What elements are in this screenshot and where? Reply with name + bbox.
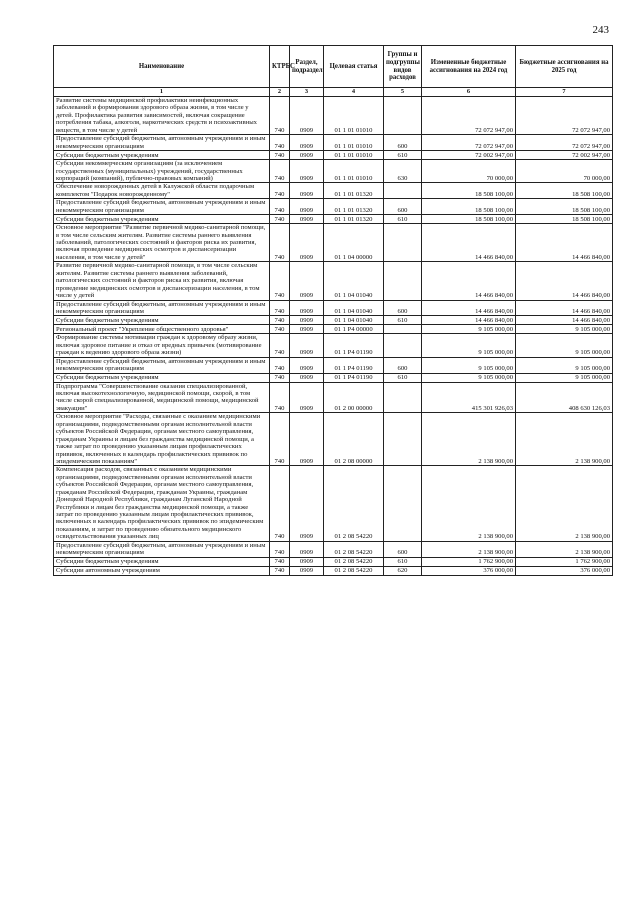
row-name-cell: Развитие первичной медико-санитарной помощи, в том числе сельским жителям. Развитие системы раннего выявления заболеваний, патологических состояний и факторов риска их развития, включая проведение медицинских осмотров и диспансеризации населения, в том числе у детей (54, 262, 270, 300)
header-target: Целевая статья (324, 46, 384, 88)
row-section-cell: 0909 (290, 541, 324, 557)
table-row (54, 199, 613, 215)
row-ktrbs-cell: 740 (270, 373, 290, 382)
row-ktrbs-cell: 740 (270, 541, 290, 557)
row-amount-2024-cell: 415 301 926,03 (422, 382, 516, 413)
row-name-cell: Субсидии бюджетным учреждениям (54, 151, 270, 160)
row-name-cell: Подпрограмма "Совершенствование оказания специализированной, включая высокотехнологичную, медицинской помощи, скорой, в том числе скорой специализированной, медицинской помощи, медицинской эвакуации" (54, 382, 270, 413)
row-amount-2025-cell: 72 002 947,00 (516, 151, 613, 160)
row-section-cell: 0909 (290, 97, 324, 135)
row-target-cell: 01 2 08 54220 (324, 566, 384, 575)
column-number: 7 (516, 88, 613, 97)
row-group-cell (384, 97, 422, 135)
budget-table (53, 45, 613, 576)
column-number-row (54, 88, 613, 97)
row-amount-2025-cell: 9 105 000,00 (516, 373, 613, 382)
header-ktrbs: КТРБС (270, 46, 290, 88)
row-target-cell: 01 1 04 01040 (324, 300, 384, 316)
table-row (54, 382, 613, 413)
row-amount-2024-cell: 72 072 947,00 (422, 135, 516, 151)
table-row (54, 357, 613, 373)
table-row (54, 215, 613, 224)
row-amount-2025-cell: 18 508 100,00 (516, 183, 613, 199)
row-ktrbs-cell: 740 (270, 224, 290, 262)
table-row (54, 262, 613, 300)
row-ktrbs-cell: 740 (270, 334, 290, 357)
row-group-cell: 610 (384, 373, 422, 382)
row-group-cell: 600 (384, 199, 422, 215)
row-amount-2025-cell: 18 508 100,00 (516, 199, 613, 215)
row-ktrbs-cell: 740 (270, 357, 290, 373)
row-section-cell: 0909 (290, 557, 324, 566)
row-target-cell: 01 1 01 01320 (324, 215, 384, 224)
page-number: 243 (592, 24, 609, 36)
row-group-cell (384, 382, 422, 413)
row-amount-2025-cell: 14 466 840,00 (516, 300, 613, 316)
column-number: 5 (384, 88, 422, 97)
row-amount-2025-cell: 376 000,00 (516, 566, 613, 575)
row-name-cell: Компенсация расходов, связанных с оказанием медицинскими организациями, подведомственными органам исполнительной власти субъектов Российской Федерации, органам местного самоуправления, гражданам Российской Федерации, гражданам Украины, гражданам Донецкой Народной Республики, гражданам Луганской Народной Республики и лицам без гражданства медицинской помощи, а также затрат по проведению указанным лицам профилактических прививок, включенных в календарь профилактических прививок по эпидемическим показаниям, и затрат по проведению обязательного медицинского освидетельствования указанных лиц (54, 466, 270, 541)
row-ktrbs-cell: 740 (270, 262, 290, 300)
row-ktrbs-cell: 740 (270, 466, 290, 541)
row-ktrbs-cell: 740 (270, 300, 290, 316)
row-ktrbs-cell: 740 (270, 183, 290, 199)
table-row (54, 373, 613, 382)
row-group-cell (384, 262, 422, 300)
row-group-cell (384, 466, 422, 541)
table-row (54, 334, 613, 357)
column-number: 3 (290, 88, 324, 97)
table-row (54, 160, 613, 183)
row-section-cell: 0909 (290, 382, 324, 413)
row-amount-2024-cell: 9 105 000,00 (422, 325, 516, 334)
row-name-cell: Предоставление субсидий бюджетным, автономным учреждениям и иным некоммерческим организациям (54, 135, 270, 151)
row-group-cell (384, 183, 422, 199)
row-group-cell: 600 (384, 357, 422, 373)
row-name-cell: Субсидии бюджетным учреждениям (54, 316, 270, 325)
header-budget-2025: Бюджетные ассигнования на 2025 год (516, 46, 613, 88)
row-target-cell: 01 1 P4 01190 (324, 373, 384, 382)
row-target-cell: 01 1 01 01010 (324, 135, 384, 151)
table-row (54, 466, 613, 541)
row-section-cell: 0909 (290, 135, 324, 151)
table-row (54, 224, 613, 262)
row-target-cell: 01 1 04 01040 (324, 316, 384, 325)
header-changed-2024: Измененные бюджетные ассигнования на 2024 год (422, 46, 516, 88)
row-group-cell: 600 (384, 300, 422, 316)
row-section-cell: 0909 (290, 334, 324, 357)
row-target-cell: 01 1 04 01040 (324, 262, 384, 300)
row-ktrbs-cell: 740 (270, 382, 290, 413)
row-group-cell: 620 (384, 566, 422, 575)
column-number: 4 (324, 88, 384, 97)
row-amount-2025-cell: 14 466 840,00 (516, 262, 613, 300)
row-target-cell: 01 2 08 00000 (324, 413, 384, 466)
row-target-cell: 01 1 01 01320 (324, 183, 384, 199)
row-amount-2024-cell: 14 466 840,00 (422, 316, 516, 325)
header-section: Раздел, подраздел (290, 46, 324, 88)
row-target-cell: 01 2 08 54220 (324, 557, 384, 566)
table-row (54, 300, 613, 316)
row-amount-2025-cell: 18 508 100,00 (516, 215, 613, 224)
table-row (54, 135, 613, 151)
row-amount-2025-cell: 2 138 900,00 (516, 466, 613, 541)
row-name-cell: Субсидии автономным учреждениям (54, 566, 270, 575)
row-amount-2024-cell: 2 138 900,00 (422, 413, 516, 466)
header-row (54, 46, 613, 88)
row-amount-2025-cell: 9 105 000,00 (516, 357, 613, 373)
table-row (54, 183, 613, 199)
row-target-cell: 01 1 01 01010 (324, 160, 384, 183)
row-section-cell: 0909 (290, 224, 324, 262)
row-name-cell: Формирование системы мотивации граждан к здоровому образу жизни, включая здоровое питание и отказ от вредных привычек (мотивирование граждан к ведению здорового образа жизни) (54, 334, 270, 357)
row-section-cell: 0909 (290, 373, 324, 382)
table-row (54, 325, 613, 334)
row-name-cell: Предоставление субсидий бюджетным, автономным учреждениям и иным некоммерческим организациям (54, 199, 270, 215)
row-amount-2024-cell: 70 000,00 (422, 160, 516, 183)
row-amount-2025-cell: 1 762 900,00 (516, 557, 613, 566)
row-amount-2025-cell: 2 138 900,00 (516, 541, 613, 557)
row-ktrbs-cell: 740 (270, 557, 290, 566)
row-section-cell: 0909 (290, 160, 324, 183)
row-ktrbs-cell: 740 (270, 215, 290, 224)
row-amount-2025-cell: 72 072 947,00 (516, 135, 613, 151)
row-ktrbs-cell: 740 (270, 151, 290, 160)
row-amount-2024-cell: 14 466 840,00 (422, 224, 516, 262)
row-amount-2024-cell: 2 138 900,00 (422, 466, 516, 541)
table-row (54, 541, 613, 557)
row-target-cell: 01 1 P4 00000 (324, 325, 384, 334)
row-name-cell: Основное мероприятие "Развитие первичной медико-санитарной помощи, в том числе сельским жителям. Развитие системы раннего выявления заболеваний, патологических состояний и факторов риска их развития, включая проведение медицинских осмотров и диспансеризации населения, в том числе у детей" (54, 224, 270, 262)
row-amount-2024-cell: 72 072 947,00 (422, 97, 516, 135)
row-name-cell: Предоставление субсидий бюджетным, автономным учреждениям и иным некоммерческим организациям (54, 300, 270, 316)
row-group-cell: 610 (384, 151, 422, 160)
row-amount-2024-cell: 18 508 100,00 (422, 215, 516, 224)
row-name-cell: Основное мероприятие "Расходы, связанные с оказанием медицинскими организациями, подведомственными органам исполнительной власти субъектов Российской Федерации, органам местного самоуправления, гражданам Украины и лицам без гражданства медицинской помощи, а также затрат по проведению указанным лицам профилактических прививок, включенных в календарь профилактических прививок по эпидемическим показаниям" (54, 413, 270, 466)
table-row (54, 566, 613, 575)
row-group-cell: 610 (384, 557, 422, 566)
row-amount-2025-cell: 70 000,00 (516, 160, 613, 183)
row-ktrbs-cell: 740 (270, 325, 290, 334)
row-section-cell: 0909 (290, 566, 324, 575)
row-ktrbs-cell: 740 (270, 413, 290, 466)
row-group-cell: 610 (384, 215, 422, 224)
row-target-cell: 01 2 08 54220 (324, 466, 384, 541)
header-name: Наименование (54, 46, 270, 88)
row-section-cell: 0909 (290, 325, 324, 334)
column-number: 6 (422, 88, 516, 97)
row-group-cell (384, 413, 422, 466)
row-amount-2025-cell: 14 466 840,00 (516, 316, 613, 325)
row-group-cell: 600 (384, 135, 422, 151)
row-amount-2024-cell: 9 105 000,00 (422, 373, 516, 382)
row-target-cell: 01 2 08 54220 (324, 541, 384, 557)
header-groups: Группы и подгруппы видов расходов (384, 46, 422, 88)
row-amount-2024-cell: 14 466 840,00 (422, 300, 516, 316)
row-target-cell: 01 2 00 00000 (324, 382, 384, 413)
row-amount-2024-cell: 14 466 840,00 (422, 262, 516, 300)
row-amount-2024-cell: 72 002 947,00 (422, 151, 516, 160)
table-row (54, 151, 613, 160)
row-section-cell: 0909 (290, 199, 324, 215)
row-amount-2025-cell: 9 105 000,00 (516, 334, 613, 357)
row-section-cell: 0909 (290, 151, 324, 160)
row-name-cell: Субсидии бюджетным учреждениям (54, 373, 270, 382)
row-section-cell: 0909 (290, 413, 324, 466)
row-section-cell: 0909 (290, 316, 324, 325)
row-amount-2025-cell: 9 105 000,00 (516, 325, 613, 334)
row-group-cell (384, 325, 422, 334)
row-group-cell: 610 (384, 316, 422, 325)
row-target-cell: 01 1 P4 01190 (324, 357, 384, 373)
row-section-cell: 0909 (290, 466, 324, 541)
row-target-cell: 01 1 04 00000 (324, 224, 384, 262)
row-amount-2024-cell: 18 508 100,00 (422, 199, 516, 215)
row-group-cell (384, 224, 422, 262)
row-name-cell: Развитие системы медицинской профилактики неинфекционных заболеваний и формирования здорового образа жизни, в том числе у детей. Профилактика развития зависимостей, включая сокращение потребления табака, алкоголя, наркотических средств и психоактивных веществ, в том числе у детей (54, 97, 270, 135)
row-amount-2024-cell: 376 000,00 (422, 566, 516, 575)
row-ktrbs-cell: 740 (270, 566, 290, 575)
row-target-cell: 01 1 01 01010 (324, 97, 384, 135)
row-amount-2024-cell: 2 138 900,00 (422, 541, 516, 557)
row-group-cell: 630 (384, 160, 422, 183)
row-group-cell (384, 334, 422, 357)
row-target-cell: 01 1 01 01010 (324, 151, 384, 160)
budget-table-body (54, 97, 613, 576)
row-ktrbs-cell: 740 (270, 97, 290, 135)
row-group-cell: 600 (384, 541, 422, 557)
row-amount-2025-cell: 2 138 900,00 (516, 413, 613, 466)
row-amount-2024-cell: 18 508 100,00 (422, 183, 516, 199)
row-name-cell: Региональный проект "Укрепление общественного здоровья" (54, 325, 270, 334)
row-name-cell: Предоставление субсидий бюджетным, автономным учреждениям и иным некоммерческим организациям (54, 357, 270, 373)
row-amount-2025-cell: 14 466 840,00 (516, 224, 613, 262)
row-section-cell: 0909 (290, 183, 324, 199)
row-name-cell: Субсидии бюджетным учреждениям (54, 215, 270, 224)
row-amount-2024-cell: 1 762 900,00 (422, 557, 516, 566)
row-section-cell: 0909 (290, 262, 324, 300)
row-section-cell: 0909 (290, 300, 324, 316)
row-ktrbs-cell: 740 (270, 160, 290, 183)
row-name-cell: Предоставление субсидий бюджетным, автономным учреждениям и иным некоммерческим организациям (54, 541, 270, 557)
row-name-cell: Субсидии бюджетным учреждениям (54, 557, 270, 566)
row-amount-2025-cell: 72 072 947,00 (516, 97, 613, 135)
row-target-cell: 01 1 01 01320 (324, 199, 384, 215)
column-number: 2 (270, 88, 290, 97)
table-row (54, 557, 613, 566)
row-ktrbs-cell: 740 (270, 135, 290, 151)
row-name-cell: Обеспечение новорожденных детей в Калужской области подарочным комплектом "Подарок новорожденному" (54, 183, 270, 199)
table-row (54, 97, 613, 135)
row-amount-2024-cell: 9 105 000,00 (422, 334, 516, 357)
row-ktrbs-cell: 740 (270, 199, 290, 215)
row-target-cell: 01 1 P4 01190 (324, 334, 384, 357)
table-row (54, 413, 613, 466)
row-ktrbs-cell: 740 (270, 316, 290, 325)
row-amount-2025-cell: 408 630 126,03 (516, 382, 613, 413)
row-name-cell: Субсидии некоммерческим организациям (за исключением государственных (муниципальных) учреждений, государственных корпораций (компаний), публично-правовых компаний) (54, 160, 270, 183)
row-section-cell: 0909 (290, 215, 324, 224)
column-number: 1 (54, 88, 270, 97)
row-amount-2024-cell: 9 105 000,00 (422, 357, 516, 373)
table-row (54, 316, 613, 325)
row-section-cell: 0909 (290, 357, 324, 373)
